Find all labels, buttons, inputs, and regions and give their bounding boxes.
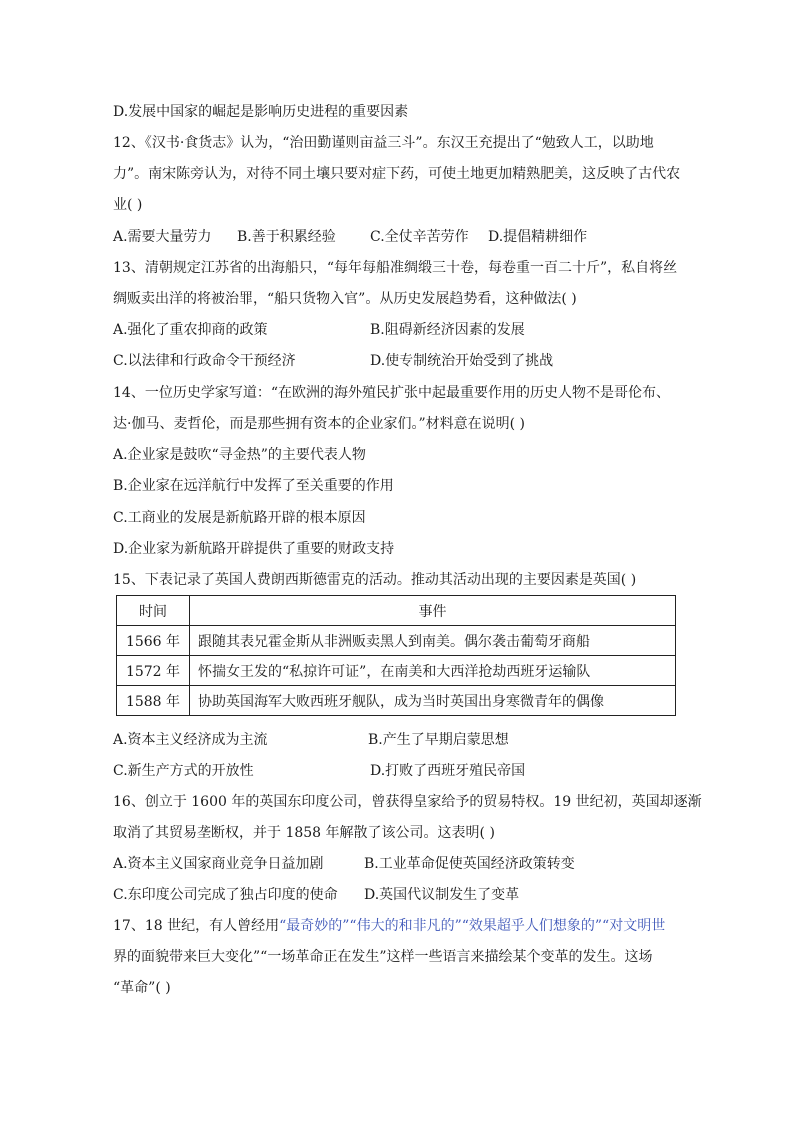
- header-time: 时间: [117, 596, 190, 626]
- row-year: 1588 年: [117, 686, 190, 716]
- q17-stem-line1: [113, 916, 665, 936]
- table-header-row: [117, 596, 676, 626]
- q15-option-c: C.新生产方式的开放性: [113, 763, 254, 779]
- q12-stem-line1: 12、《汉书·食货志》认为，“治田勤谨则亩益三斗”。东汉王充提出了“勉致人工，以助地: [113, 135, 654, 151]
- q16-option-c: C.东印度公司完成了独占印度的使命: [113, 887, 338, 903]
- q14-option-a: A.企业家是鼓吹“寻金热”的主要代表人物: [113, 447, 366, 463]
- q15-option-b: B.产生了早期启蒙思想: [368, 732, 509, 748]
- q15-option-d: D.打败了西班牙殖民帝国: [370, 763, 526, 779]
- q17-stem-line3: “革命”( ): [113, 980, 171, 996]
- row-year: 1566 年: [117, 626, 190, 656]
- q15-stem: 15、下表记录了英国人费朗西斯德雷克的活动。推动其活动出现的主要因素是英国( ): [113, 572, 637, 588]
- q16-stem-line2: 取消了其贸易垄断权，并于 1858 年解散了该公司。这表明( ): [113, 825, 495, 841]
- q17-stem-intro: 17、18 世纪，有人曾经用: [113, 918, 280, 934]
- q12-option-b: B.善于积累经验: [237, 229, 336, 245]
- q14-stem-line2: 达·伽马、麦哲伦，而是那些拥有资本的企业家们。”材料意在说明( ): [113, 416, 525, 432]
- q14-option-b: B.企业家在远洋航行中发挥了至关重要的作用: [113, 478, 394, 494]
- q12-stem-line2: 力”。南宋陈旁认为，对待不同土壤只要对症下药，可使土地更加精熟肥美，这反映了古代农: [113, 166, 681, 182]
- q14-stem-line1: 14、一位历史学家写道：“在欧洲的海外殖民扩张中起最重要作用的历史人物不是哥伦布、: [113, 385, 670, 401]
- q12-option-d: D.提倡精耕细作: [488, 229, 588, 245]
- q17-stem-line2: 界的面貌带来巨大变化”“一场革命正在发生”这样一些语言来描绘某个变革的发生。这场: [113, 949, 653, 965]
- header-event: 事件: [190, 596, 676, 626]
- q15-events-table: [116, 595, 676, 716]
- q16-option-d: D.英国代议制发生了变革: [364, 887, 520, 903]
- table-row: [117, 686, 676, 716]
- q11-option-d: D.发展中国家的崛起是影响历史进程的重要因素: [113, 104, 409, 120]
- q16-option-a: A.资本主义国家商业竞争日益加剧: [113, 856, 324, 872]
- row-event: 协助英国海军大败西班牙舰队，成为当时英国出身寒微青年的偶像: [190, 686, 676, 716]
- q14-option-c: C.工商业的发展是新航路开辟的根本原因: [113, 510, 366, 526]
- q12-option-a: A.需要大量劳力: [113, 229, 212, 245]
- q12-option-c: C.全仗辛苦劳作: [370, 229, 469, 245]
- q13-option-d: D.使专制统治开始受到了挑战: [370, 353, 554, 369]
- q13-option-c: C.以法律和行政命令干预经济: [113, 353, 296, 369]
- q12-stem-line3: 业( ): [113, 197, 143, 213]
- q14-option-d: D.企业家为新航路开辟提供了重要的财政支持: [113, 541, 395, 557]
- table-row: [117, 656, 676, 686]
- q16-stem-line1: 16、创立于 1600 年的英国东印度公司，曾获得皇家给予的贸易特权。19 世纪初，英国却逐渐: [113, 794, 702, 810]
- q13-stem-line2: 绸贩卖出洋的将被治罪，“船只货物入官”。从历史发展趋势看，这种做法( ): [113, 291, 577, 307]
- row-year: 1572 年: [117, 656, 190, 686]
- q13-option-b: B.阻碍新经济因素的发展: [370, 322, 525, 338]
- q16-option-b: B.工业革命促使英国经济政策转变: [364, 856, 575, 872]
- q17-quoted-phrases: “最奇妙的”“伟大的和非凡的”“效果超乎人们想象的”“对文明世: [279, 918, 666, 934]
- table-row: [117, 626, 676, 656]
- q13-option-a: A.强化了重农抑商的政策: [113, 322, 268, 338]
- row-event: 怀揣女王发的“私掠许可证”，在南美和大西洋抢劫西班牙运输队: [190, 656, 676, 686]
- q13-stem-line1: 13、清朝规定江苏省的出海船只，“每年每船准绸缎三十卷，每卷重一百二十斤”，私自将丝: [113, 260, 678, 276]
- q15-option-a: A.资本主义经济成为主流: [113, 732, 268, 748]
- row-event: 跟随其表兄霍金斯从非洲贩卖黑人到南美。偶尔袭击葡萄牙商船: [190, 626, 676, 656]
